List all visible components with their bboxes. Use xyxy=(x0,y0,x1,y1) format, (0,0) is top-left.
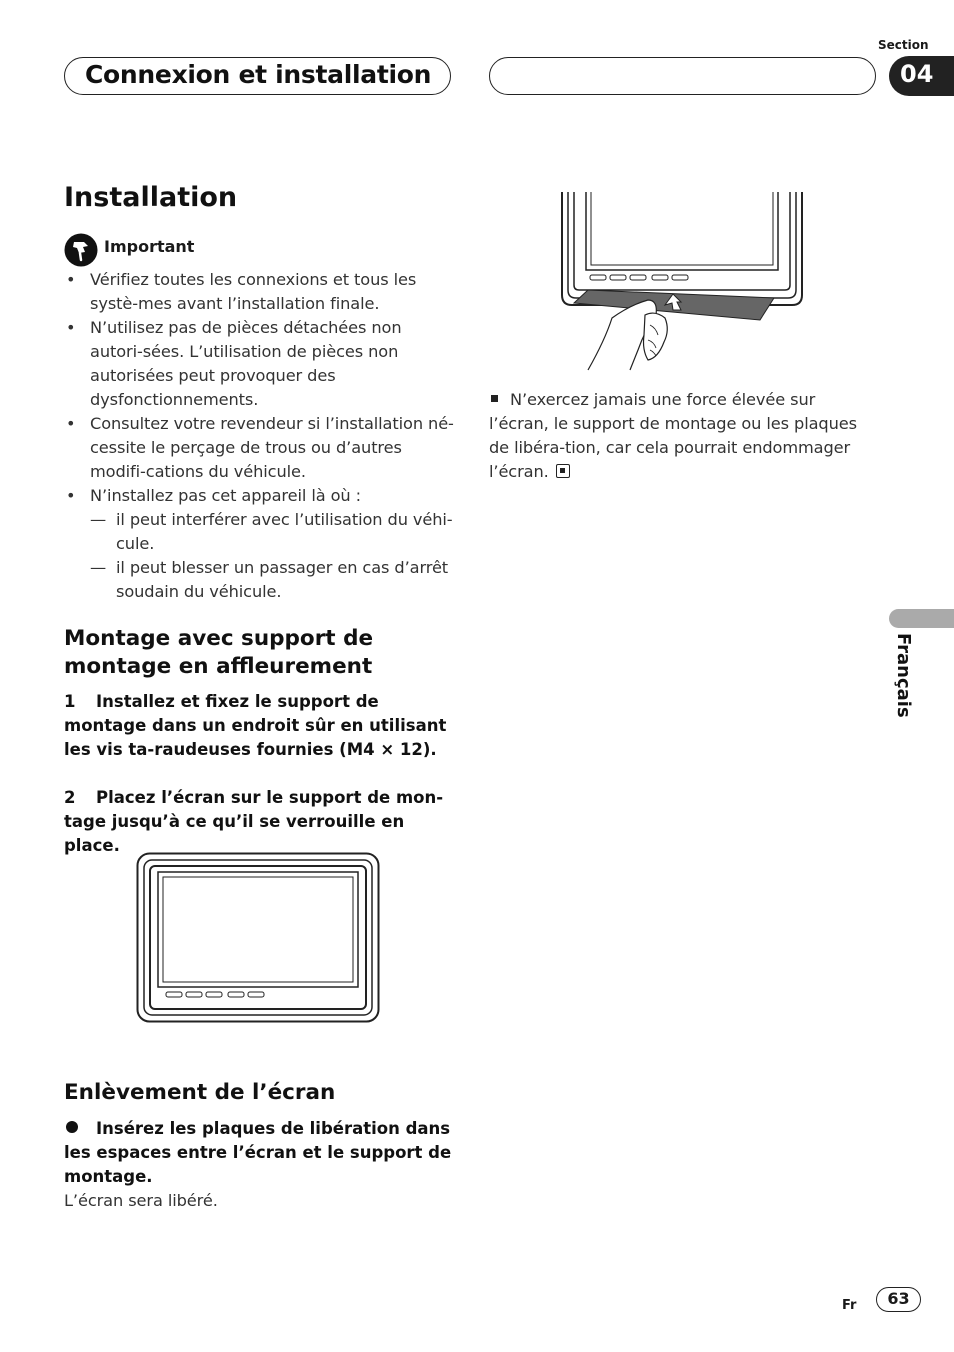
side-language-label: Français xyxy=(893,633,914,718)
important-icon xyxy=(64,233,98,267)
chapter-title: Connexion et installation xyxy=(85,60,432,89)
step-1 xyxy=(64,690,454,762)
bullet-dot xyxy=(66,1121,78,1133)
list-item-text: N’installez pas cet appareil là où : xyxy=(90,486,361,505)
page-number: 63 xyxy=(876,1287,921,1312)
list-item: • Vérifiez toutes les connexions et tous les systè-mes avant l’installation finale. xyxy=(64,268,454,316)
removal-heading: Enlèvement de l’écran xyxy=(64,1080,336,1105)
sub-list xyxy=(90,508,454,604)
step-text: Installez et fixez le support de montage dans un endroit sûr en utilisant les vis ta-raudeuses fournies (M4 × 12). xyxy=(64,692,447,759)
chapter-title-box xyxy=(64,57,451,95)
removal-instruction xyxy=(64,1117,454,1189)
sub-list-item: — il peut blesser un passager en cas d’arrêt soudain du véhicule. xyxy=(90,556,454,604)
montage-heading: Montage avec support de montage en affleurement xyxy=(64,626,374,679)
removal-result: L’écran sera libéré. xyxy=(64,1191,218,1210)
side-tab xyxy=(889,609,954,628)
end-of-section-icon xyxy=(556,464,570,478)
release-plate-illustration xyxy=(560,190,804,375)
list-item: • N’utilisez pas de pièces détachées non autori-sées. L’utilisation de pièces non autorisées peut provoquer des dysfonctionnements. xyxy=(64,316,454,412)
header-right-box xyxy=(489,57,876,95)
removal-instruction-text: Insérez les plaques de libération dans les espaces entre l’écran et le support de montage. xyxy=(64,1119,452,1186)
important-label: Important xyxy=(104,237,195,256)
step-2 xyxy=(64,786,454,858)
screen-mounted-illustration xyxy=(136,852,380,1023)
page-title: Installation xyxy=(64,182,238,213)
list-item-with-sublist xyxy=(64,484,454,604)
sub-list-item: — il peut interférer avec l’utilisation du véhi-cule. xyxy=(90,508,454,556)
footer-lang-code: Fr xyxy=(842,1298,857,1313)
important-list xyxy=(64,268,454,604)
section-number: 04 xyxy=(889,56,954,96)
warning-paragraph xyxy=(489,388,879,484)
warning-text: N’exercez jamais une force élevée sur l’écran, le support de montage ou les plaques de libéra-tion, car cela pourrait endommager l’écran. xyxy=(489,390,857,481)
step-number: 1 xyxy=(64,692,76,711)
step-number: 2 xyxy=(64,788,76,807)
square-bullet-icon xyxy=(491,395,498,402)
list-item: • Consultez votre revendeur si l’installation né-cessite le perçage de trous ou d’autres modifi-cations du véhicule. xyxy=(64,412,454,484)
section-label: Section xyxy=(878,38,929,52)
step-text: Placez l’écran sur le support de mon-tage jusqu’à ce qu’il se verrouille en place. xyxy=(64,788,444,855)
